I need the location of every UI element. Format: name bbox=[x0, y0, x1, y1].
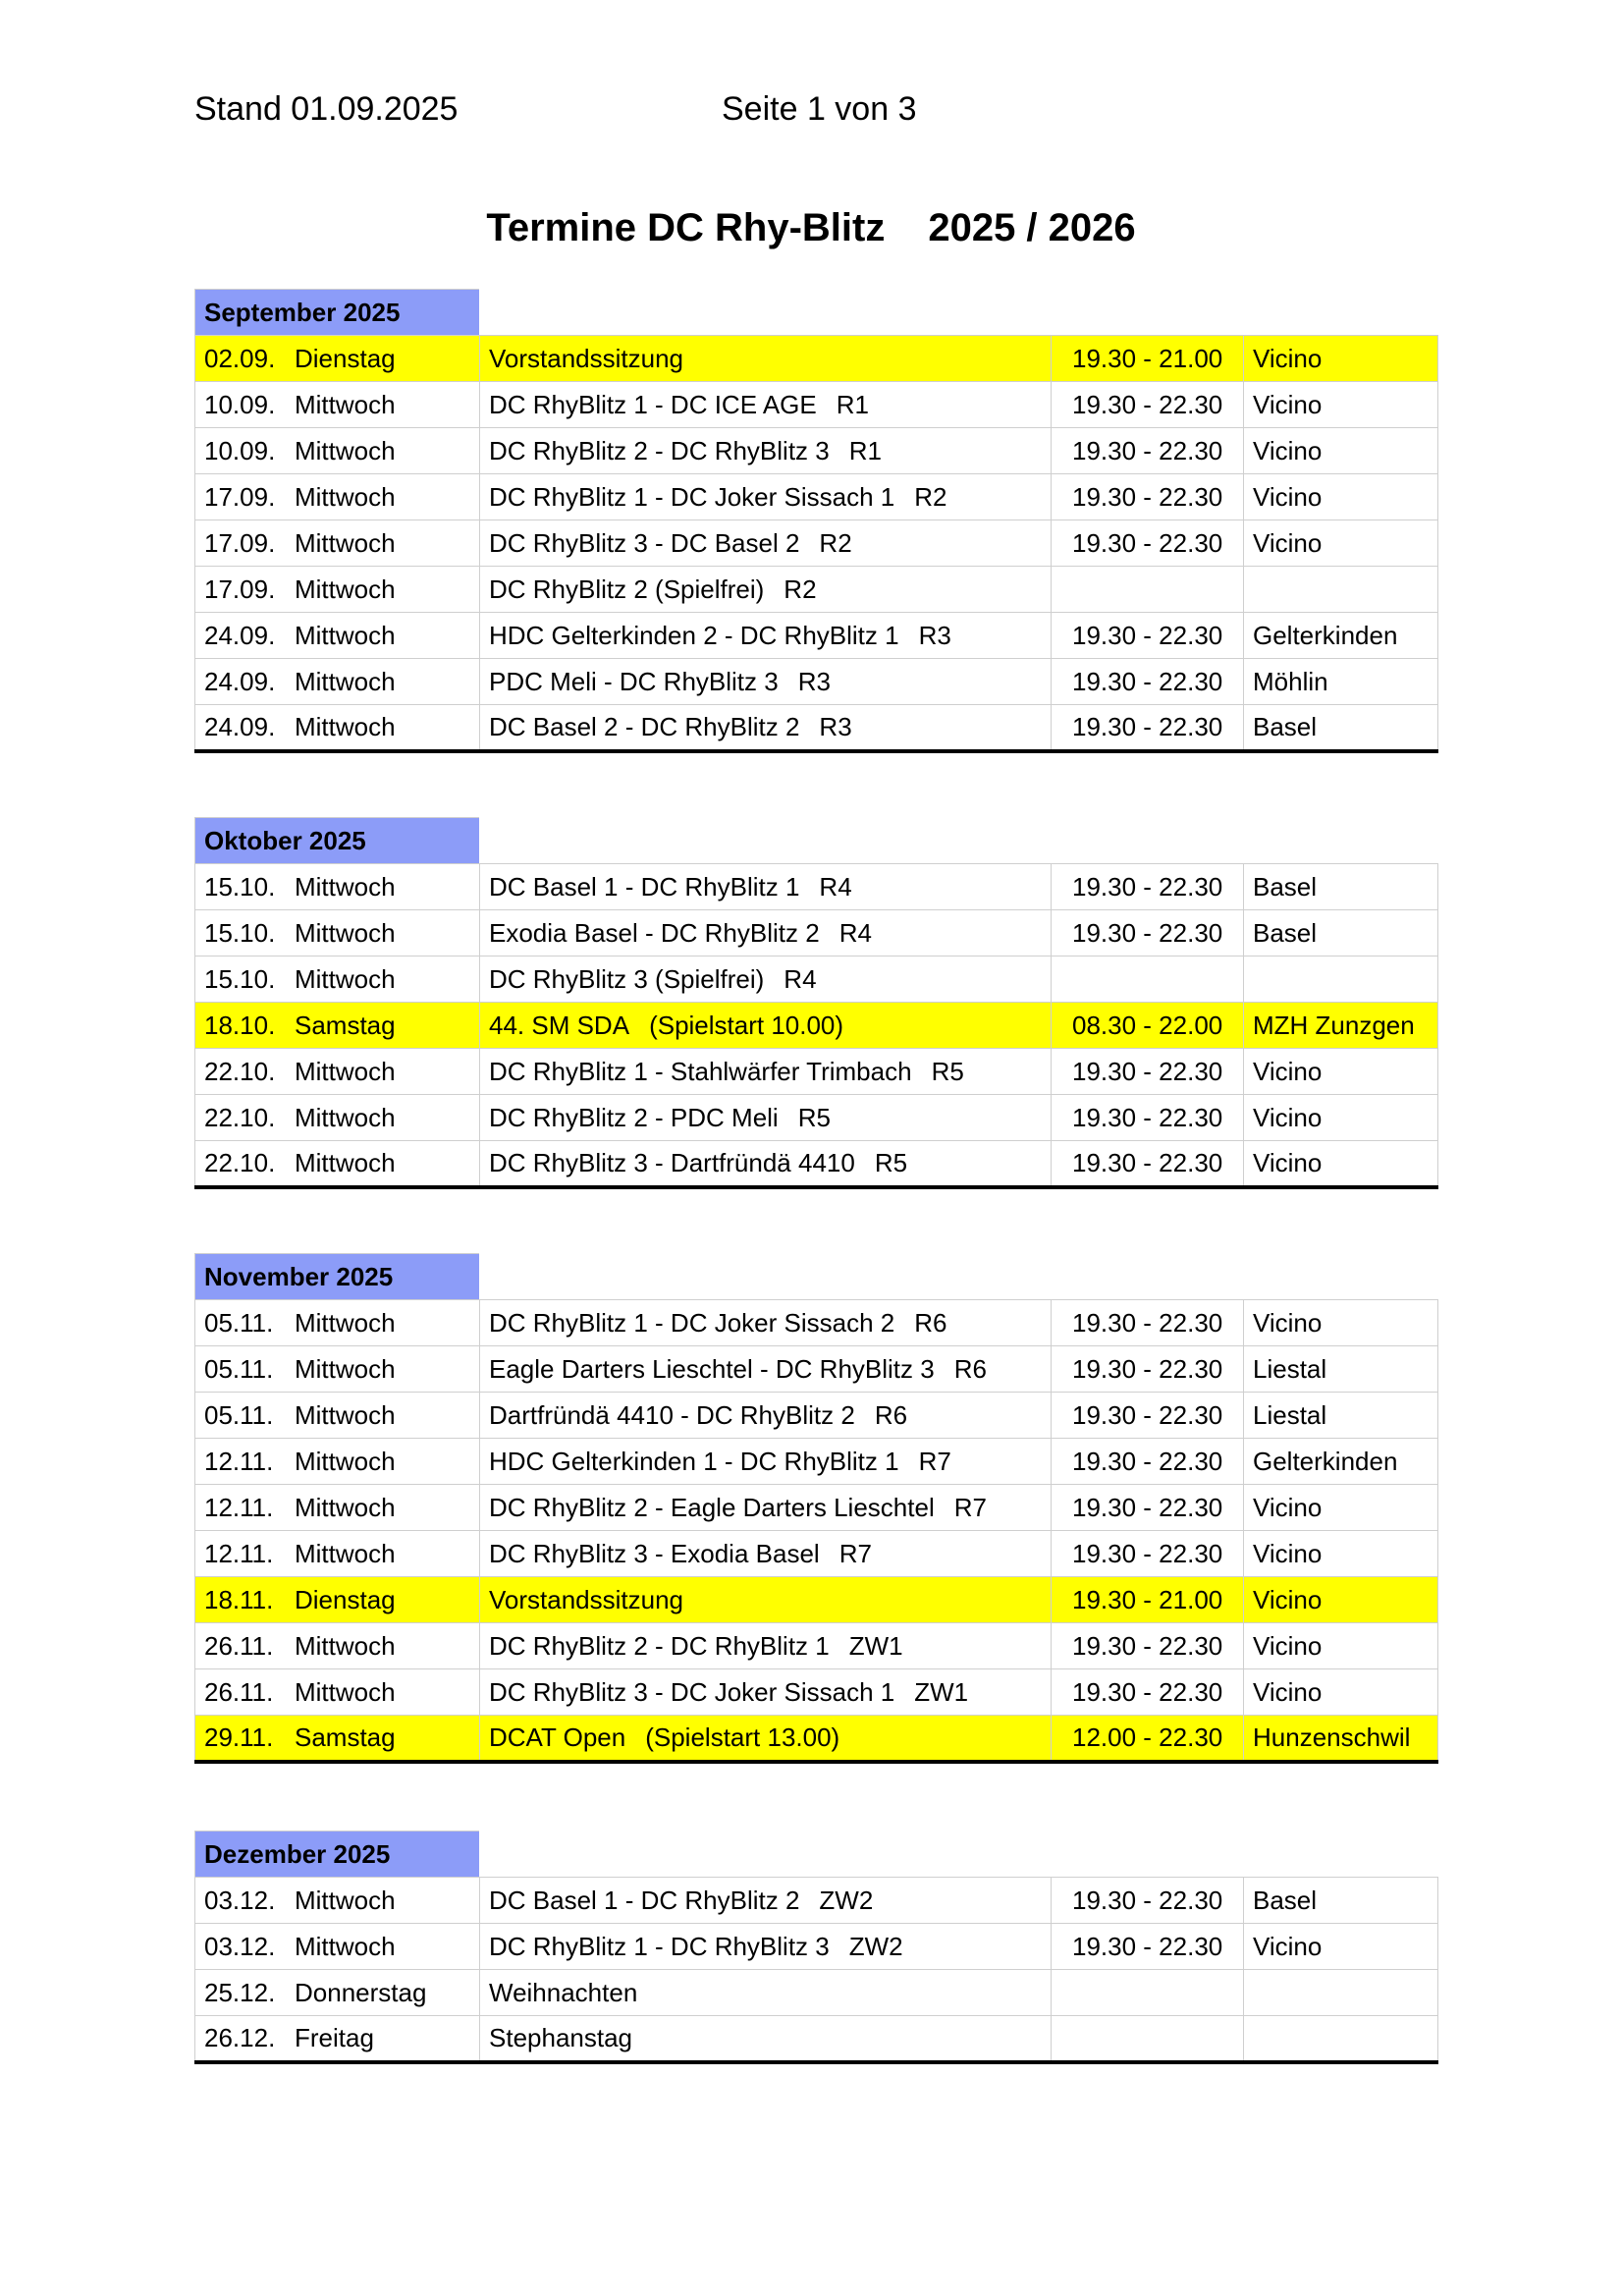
row-round: ZW1 bbox=[914, 1676, 969, 1707]
row-round: R4 bbox=[838, 917, 872, 948]
date-cell bbox=[195, 382, 480, 428]
event-cell bbox=[480, 1716, 1052, 1762]
row-date: 05.11. bbox=[204, 1353, 274, 1384]
schedule-row bbox=[195, 382, 1438, 428]
event-cell bbox=[480, 1924, 1052, 1970]
row-date: 26.11. bbox=[204, 1630, 274, 1661]
row-event: DC RhyBlitz 1 - DC RhyBlitz 3 bbox=[489, 1931, 830, 1961]
schedule-row bbox=[195, 1346, 1438, 1393]
row-location: Vicino bbox=[1244, 1095, 1438, 1141]
row-time: 19.30 - 21.00 bbox=[1052, 1577, 1244, 1623]
month-section-november bbox=[194, 1253, 1437, 1764]
row-event: DC RhyBlitz 3 - Exodia Basel bbox=[489, 1538, 820, 1568]
date-cell bbox=[195, 2016, 480, 2062]
row-date: 10.09. bbox=[204, 435, 276, 465]
page-title bbox=[0, 206, 1622, 250]
schedule-row bbox=[195, 1623, 1438, 1669]
date-cell bbox=[195, 1623, 480, 1669]
date-cell bbox=[195, 957, 480, 1003]
schedule-row bbox=[195, 659, 1438, 705]
row-date: 17.09. bbox=[204, 527, 276, 558]
row-round: R4 bbox=[784, 963, 817, 994]
row-date: 02.09. bbox=[204, 343, 276, 373]
row-weekday: Dienstag bbox=[295, 1584, 396, 1614]
page-number: Seite 1 von 3 bbox=[722, 90, 917, 128]
row-location: Vicino bbox=[1244, 1485, 1438, 1531]
row-location: Gelterkinden bbox=[1244, 613, 1438, 659]
event-cell bbox=[480, 1669, 1052, 1716]
row-location: Vicino bbox=[1244, 382, 1438, 428]
row-time: 19.30 - 22.30 bbox=[1052, 428, 1244, 474]
row-round: R5 bbox=[874, 1147, 908, 1177]
row-round: R3 bbox=[918, 620, 951, 650]
row-time: 19.30 - 22.30 bbox=[1052, 1346, 1244, 1393]
date-cell bbox=[195, 1485, 480, 1531]
row-time: 19.30 - 22.30 bbox=[1052, 1300, 1244, 1346]
row-event: Stephanstag bbox=[489, 2022, 633, 2052]
schedule-row bbox=[195, 474, 1438, 520]
date-cell bbox=[195, 1095, 480, 1141]
schedule-row bbox=[195, 1300, 1438, 1346]
date-cell bbox=[195, 1141, 480, 1187]
row-weekday: Mittwoch bbox=[295, 574, 396, 604]
event-cell bbox=[480, 1095, 1052, 1141]
row-time bbox=[1052, 957, 1244, 1003]
row-event: DC RhyBlitz 3 (Spielfrei) bbox=[489, 963, 765, 994]
row-location: Vicino bbox=[1244, 1669, 1438, 1716]
event-cell bbox=[480, 2016, 1052, 2062]
row-round: R2 bbox=[819, 527, 852, 558]
row-time: 19.30 - 22.30 bbox=[1052, 382, 1244, 428]
date-cell bbox=[195, 910, 480, 957]
row-time: 19.30 - 22.30 bbox=[1052, 910, 1244, 957]
row-location: Vicino bbox=[1244, 1924, 1438, 1970]
schedule-row bbox=[195, 1439, 1438, 1485]
date-cell bbox=[195, 474, 480, 520]
row-date: 22.10. bbox=[204, 1102, 276, 1132]
schedule-row bbox=[195, 1716, 1438, 1762]
date-cell bbox=[195, 1300, 480, 1346]
row-time: 19.30 - 22.30 bbox=[1052, 1141, 1244, 1187]
row-weekday: Mittwoch bbox=[295, 1147, 396, 1177]
row-location: Hunzenschwil bbox=[1244, 1716, 1438, 1762]
row-date: 22.10. bbox=[204, 1056, 276, 1086]
date-cell bbox=[195, 1346, 480, 1393]
row-location bbox=[1244, 567, 1438, 613]
date-cell bbox=[195, 1924, 480, 1970]
row-location: Vicino bbox=[1244, 520, 1438, 567]
event-cell bbox=[480, 1346, 1052, 1393]
event-cell bbox=[480, 1970, 1052, 2016]
row-weekday: Mittwoch bbox=[295, 1353, 396, 1384]
row-location: Gelterkinden bbox=[1244, 1439, 1438, 1485]
schedule-row bbox=[195, 1003, 1438, 1049]
schedule-row bbox=[195, 1049, 1438, 1095]
date-cell bbox=[195, 613, 480, 659]
row-event: DC RhyBlitz 1 - DC Joker Sissach 1 bbox=[489, 481, 895, 512]
row-round: R3 bbox=[819, 711, 852, 741]
row-weekday: Mittwoch bbox=[295, 527, 396, 558]
schedule-row bbox=[195, 2016, 1438, 2062]
row-time: 19.30 - 22.30 bbox=[1052, 1669, 1244, 1716]
row-weekday: Mittwoch bbox=[295, 1538, 396, 1568]
date-cell bbox=[195, 567, 480, 613]
row-date: 24.09. bbox=[204, 620, 276, 650]
row-time bbox=[1052, 567, 1244, 613]
month-header: Dezember 2025 bbox=[194, 1831, 479, 1877]
event-cell bbox=[480, 1003, 1052, 1049]
schedule-table bbox=[194, 335, 1438, 753]
row-location bbox=[1244, 957, 1438, 1003]
row-weekday: Mittwoch bbox=[295, 620, 396, 650]
row-time: 19.30 - 22.30 bbox=[1052, 613, 1244, 659]
event-cell bbox=[480, 1485, 1052, 1531]
row-location: Vicino bbox=[1244, 336, 1438, 382]
date-cell bbox=[195, 864, 480, 910]
row-event: DC RhyBlitz 3 - DC Basel 2 bbox=[489, 527, 800, 558]
row-event: DC RhyBlitz 2 (Spielfrei) bbox=[489, 574, 765, 604]
row-time bbox=[1052, 1970, 1244, 2016]
row-date: 24.09. bbox=[204, 711, 276, 741]
row-event: DC RhyBlitz 1 - Stahlwärfer Trimbach bbox=[489, 1056, 912, 1086]
schedule-row bbox=[195, 1878, 1438, 1924]
row-weekday: Dienstag bbox=[295, 343, 396, 373]
row-event: DC RhyBlitz 2 - DC RhyBlitz 1 bbox=[489, 1630, 830, 1661]
row-location: Vicino bbox=[1244, 1141, 1438, 1187]
row-event: DC RhyBlitz 1 - DC Joker Sissach 2 bbox=[489, 1307, 895, 1338]
row-date: 12.11. bbox=[204, 1492, 274, 1522]
row-location: Vicino bbox=[1244, 1531, 1438, 1577]
row-weekday: Mittwoch bbox=[295, 1102, 396, 1132]
row-weekday: Mittwoch bbox=[295, 1931, 396, 1961]
row-weekday: Mittwoch bbox=[295, 1446, 396, 1476]
row-time: 19.30 - 22.30 bbox=[1052, 1095, 1244, 1141]
date-cell bbox=[195, 1878, 480, 1924]
row-date: 29.11. bbox=[204, 1722, 274, 1752]
row-time: 19.30 - 22.30 bbox=[1052, 659, 1244, 705]
row-event: DC RhyBlitz 3 - Dartfründä 4410 bbox=[489, 1147, 855, 1177]
event-cell bbox=[480, 1141, 1052, 1187]
row-weekday: Mittwoch bbox=[295, 1492, 396, 1522]
row-date: 15.10. bbox=[204, 871, 276, 902]
row-location: Vicino bbox=[1244, 1577, 1438, 1623]
row-event: DC Basel 2 - DC RhyBlitz 2 bbox=[489, 711, 800, 741]
row-date: 10.09. bbox=[204, 389, 276, 419]
schedule-row bbox=[195, 705, 1438, 751]
row-time: 19.30 - 22.30 bbox=[1052, 1485, 1244, 1531]
row-date: 17.09. bbox=[204, 574, 276, 604]
row-round: R1 bbox=[836, 389, 869, 419]
row-weekday: Mittwoch bbox=[295, 1676, 396, 1707]
schedule-row bbox=[195, 567, 1438, 613]
month-section-september bbox=[194, 289, 1437, 753]
row-time: 19.30 - 22.30 bbox=[1052, 1439, 1244, 1485]
schedule-row bbox=[195, 910, 1438, 957]
row-location: MZH Zunzgen bbox=[1244, 1003, 1438, 1049]
row-location: Basel bbox=[1244, 864, 1438, 910]
date-cell bbox=[195, 1577, 480, 1623]
event-cell bbox=[480, 1300, 1052, 1346]
row-round: R2 bbox=[784, 574, 817, 604]
title-main: Termine DC Rhy-Blitz bbox=[486, 206, 886, 249]
row-location: Basel bbox=[1244, 910, 1438, 957]
row-location bbox=[1244, 1970, 1438, 2016]
row-round: (Spielstart 10.00) bbox=[649, 1010, 844, 1040]
schedule-row bbox=[195, 1095, 1438, 1141]
row-weekday: Samstag bbox=[295, 1010, 396, 1040]
date-cell bbox=[195, 520, 480, 567]
row-weekday: Mittwoch bbox=[295, 435, 396, 465]
date-cell bbox=[195, 336, 480, 382]
row-weekday: Mittwoch bbox=[295, 1307, 396, 1338]
row-event: DC Basel 1 - DC RhyBlitz 1 bbox=[489, 871, 800, 902]
event-cell bbox=[480, 1577, 1052, 1623]
event-cell bbox=[480, 1878, 1052, 1924]
row-time: 19.30 - 22.30 bbox=[1052, 1878, 1244, 1924]
row-location: Möhlin bbox=[1244, 659, 1438, 705]
schedule-row bbox=[195, 957, 1438, 1003]
event-cell bbox=[480, 613, 1052, 659]
row-weekday: Mittwoch bbox=[295, 1056, 396, 1086]
row-round: ZW2 bbox=[848, 1931, 903, 1961]
event-cell bbox=[480, 659, 1052, 705]
event-cell bbox=[480, 864, 1052, 910]
row-date: 25.12. bbox=[204, 1977, 276, 2007]
row-time: 19.30 - 22.30 bbox=[1052, 474, 1244, 520]
event-cell bbox=[480, 382, 1052, 428]
row-time: 19.30 - 22.30 bbox=[1052, 1623, 1244, 1669]
row-location: Basel bbox=[1244, 705, 1438, 751]
row-round: R4 bbox=[819, 871, 852, 902]
event-cell bbox=[480, 520, 1052, 567]
event-cell bbox=[480, 567, 1052, 613]
row-time: 19.30 - 22.30 bbox=[1052, 520, 1244, 567]
row-weekday: Mittwoch bbox=[295, 1885, 396, 1915]
row-time: 19.30 - 22.30 bbox=[1052, 1531, 1244, 1577]
row-round: R7 bbox=[953, 1492, 987, 1522]
row-event: Eagle Darters Lieschtel - DC RhyBlitz 3 bbox=[489, 1353, 935, 1384]
row-date: 12.11. bbox=[204, 1538, 274, 1568]
row-weekday: Mittwoch bbox=[295, 481, 396, 512]
row-weekday: Samstag bbox=[295, 1722, 396, 1752]
row-location: Liestal bbox=[1244, 1346, 1438, 1393]
row-location bbox=[1244, 2016, 1438, 2062]
event-cell bbox=[480, 1439, 1052, 1485]
row-event: Exodia Basel - DC RhyBlitz 2 bbox=[489, 917, 820, 948]
row-location: Vicino bbox=[1244, 1049, 1438, 1095]
event-cell bbox=[480, 705, 1052, 751]
title-season: 2025 / 2026 bbox=[928, 206, 1136, 249]
row-event: DC Basel 1 - DC RhyBlitz 2 bbox=[489, 1885, 800, 1915]
row-event: DCAT Open bbox=[489, 1722, 626, 1752]
row-date: 26.11. bbox=[204, 1676, 274, 1707]
row-location: Basel bbox=[1244, 1878, 1438, 1924]
row-event: Vorstandssitzung bbox=[489, 1584, 684, 1614]
schedule-row bbox=[195, 864, 1438, 910]
row-round: R6 bbox=[953, 1353, 987, 1384]
row-event: HDC Gelterkinden 1 - DC RhyBlitz 1 bbox=[489, 1446, 899, 1476]
month-header: September 2025 bbox=[194, 289, 479, 335]
row-weekday: Mittwoch bbox=[295, 1399, 396, 1430]
row-location: Vicino bbox=[1244, 1300, 1438, 1346]
row-round: R7 bbox=[918, 1446, 951, 1476]
date-cell bbox=[195, 1439, 480, 1485]
row-round: ZW1 bbox=[848, 1630, 903, 1661]
schedule-row bbox=[195, 428, 1438, 474]
date-cell bbox=[195, 1970, 480, 2016]
schedule-row bbox=[195, 1924, 1438, 1970]
row-event: 44. SM SDA bbox=[489, 1010, 630, 1040]
row-date: 03.12. bbox=[204, 1885, 276, 1915]
row-time: 19.30 - 22.30 bbox=[1052, 705, 1244, 751]
schedule-row bbox=[195, 1577, 1438, 1623]
row-event: Weihnachten bbox=[489, 1977, 638, 2007]
row-weekday: Freitag bbox=[295, 2022, 374, 2052]
row-time bbox=[1052, 2016, 1244, 2062]
row-round: R5 bbox=[931, 1056, 964, 1086]
row-round: (Spielstart 13.00) bbox=[645, 1722, 840, 1752]
row-date: 05.11. bbox=[204, 1307, 274, 1338]
schedule-row bbox=[195, 520, 1438, 567]
event-cell bbox=[480, 1531, 1052, 1577]
month-section-oktober bbox=[194, 817, 1437, 1189]
row-event: DC RhyBlitz 1 - DC ICE AGE bbox=[489, 389, 817, 419]
row-date: 18.10. bbox=[204, 1010, 276, 1040]
row-weekday: Mittwoch bbox=[295, 917, 396, 948]
schedule-row bbox=[195, 336, 1438, 382]
row-date: 24.09. bbox=[204, 666, 276, 696]
event-cell bbox=[480, 1049, 1052, 1095]
row-weekday: Mittwoch bbox=[295, 1630, 396, 1661]
schedule-row bbox=[195, 1485, 1438, 1531]
date-cell bbox=[195, 1531, 480, 1577]
row-weekday: Mittwoch bbox=[295, 963, 396, 994]
row-weekday: Mittwoch bbox=[295, 389, 396, 419]
row-event: PDC Meli - DC RhyBlitz 3 bbox=[489, 666, 779, 696]
row-event: DC RhyBlitz 2 - PDC Meli bbox=[489, 1102, 779, 1132]
row-date: 03.12. bbox=[204, 1931, 276, 1961]
row-round: R2 bbox=[914, 481, 947, 512]
date-cell bbox=[195, 1716, 480, 1762]
row-round: ZW2 bbox=[819, 1885, 874, 1915]
schedule-row bbox=[195, 1970, 1438, 2016]
date-cell bbox=[195, 428, 480, 474]
row-time: 19.30 - 21.00 bbox=[1052, 336, 1244, 382]
row-round: R6 bbox=[914, 1307, 947, 1338]
row-date: 15.10. bbox=[204, 917, 276, 948]
row-date: 22.10. bbox=[204, 1147, 276, 1177]
date-cell bbox=[195, 1003, 480, 1049]
date-cell bbox=[195, 659, 480, 705]
event-cell bbox=[480, 428, 1052, 474]
row-time: 08.30 - 22.00 bbox=[1052, 1003, 1244, 1049]
schedule-table bbox=[194, 1877, 1438, 2064]
row-time: 19.30 - 22.30 bbox=[1052, 1393, 1244, 1439]
event-cell bbox=[480, 957, 1052, 1003]
event-cell bbox=[480, 910, 1052, 957]
row-location: Vicino bbox=[1244, 428, 1438, 474]
month-section-dezember bbox=[194, 1831, 1437, 2064]
event-cell bbox=[480, 1393, 1052, 1439]
month-header: Oktober 2025 bbox=[194, 817, 479, 863]
row-time: 12.00 - 22.30 bbox=[1052, 1716, 1244, 1762]
row-event: HDC Gelterkinden 2 - DC RhyBlitz 1 bbox=[489, 620, 899, 650]
row-date: 17.09. bbox=[204, 481, 276, 512]
row-event: Vorstandssitzung bbox=[489, 343, 684, 373]
row-weekday: Donnerstag bbox=[295, 1977, 427, 2007]
row-round: R6 bbox=[874, 1399, 908, 1430]
row-date: 12.11. bbox=[204, 1446, 274, 1476]
row-date: 05.11. bbox=[204, 1399, 274, 1430]
row-location: Liestal bbox=[1244, 1393, 1438, 1439]
row-date: 15.10. bbox=[204, 963, 276, 994]
row-round: R1 bbox=[848, 435, 882, 465]
row-date: 26.12. bbox=[204, 2022, 276, 2052]
row-date: 18.11. bbox=[204, 1584, 274, 1614]
schedule-table bbox=[194, 863, 1438, 1189]
row-round: R7 bbox=[838, 1538, 872, 1568]
stand-date: Stand 01.09.2025 bbox=[194, 90, 459, 128]
row-event: DC RhyBlitz 2 - Eagle Darters Lieschtel bbox=[489, 1492, 935, 1522]
event-cell bbox=[480, 474, 1052, 520]
month-header: November 2025 bbox=[194, 1253, 479, 1299]
row-event: DC RhyBlitz 2 - DC RhyBlitz 3 bbox=[489, 435, 830, 465]
schedule-table bbox=[194, 1299, 1438, 1764]
row-weekday: Mittwoch bbox=[295, 711, 396, 741]
date-cell bbox=[195, 1393, 480, 1439]
date-cell bbox=[195, 1049, 480, 1095]
date-cell bbox=[195, 1669, 480, 1716]
row-round: R5 bbox=[797, 1102, 831, 1132]
schedule-row bbox=[195, 1141, 1438, 1187]
row-event: DC RhyBlitz 3 - DC Joker Sissach 1 bbox=[489, 1676, 895, 1707]
event-cell bbox=[480, 1623, 1052, 1669]
row-weekday: Mittwoch bbox=[295, 871, 396, 902]
schedule-row bbox=[195, 1531, 1438, 1577]
row-time: 19.30 - 22.30 bbox=[1052, 1924, 1244, 1970]
event-cell bbox=[480, 336, 1052, 382]
row-location: Vicino bbox=[1244, 474, 1438, 520]
schedule-row bbox=[195, 613, 1438, 659]
date-cell bbox=[195, 705, 480, 751]
row-weekday: Mittwoch bbox=[295, 666, 396, 696]
row-time: 19.30 - 22.30 bbox=[1052, 1049, 1244, 1095]
schedule-row bbox=[195, 1393, 1438, 1439]
row-round: R3 bbox=[797, 666, 831, 696]
schedule-row bbox=[195, 1669, 1438, 1716]
row-event: Dartfründä 4410 - DC RhyBlitz 2 bbox=[489, 1399, 855, 1430]
row-time: 19.30 - 22.30 bbox=[1052, 864, 1244, 910]
row-location: Vicino bbox=[1244, 1623, 1438, 1669]
